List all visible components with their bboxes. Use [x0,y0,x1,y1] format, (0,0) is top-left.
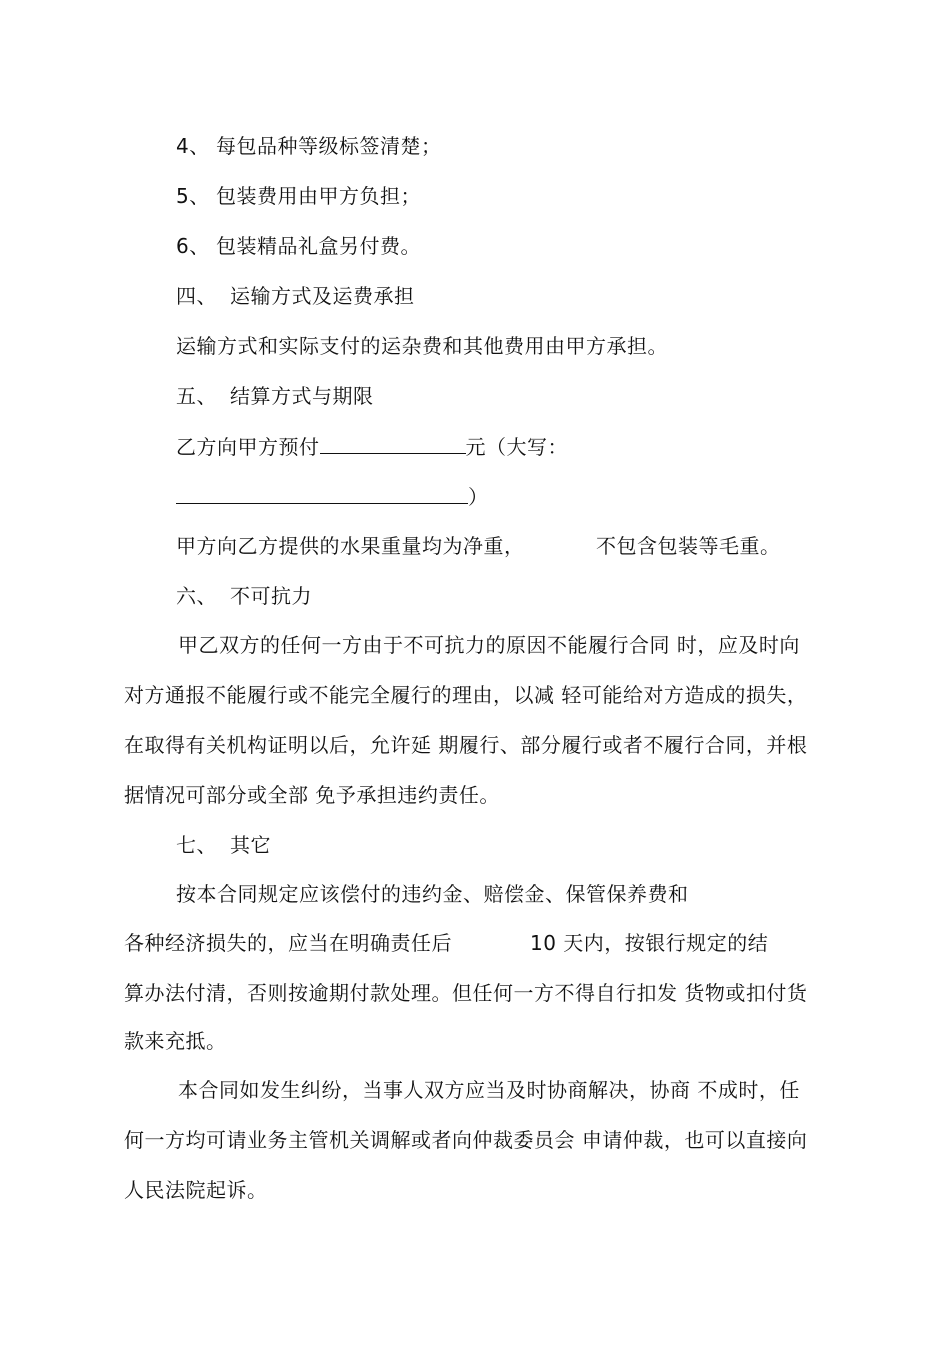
dispute-line-3: 人民法院起诉。 [124,1178,268,1202]
item-text: 包装精品礼盒另付费。 [216,234,421,258]
other-line-3: 算办法付清，否则按逾期付款处理。但任何一方不得自行扣发 货物或扣付货 [124,981,808,1005]
item-number: 5、 [176,184,210,208]
force-majeure-line-1: 甲乙双方的任何一方由于不可抗力的原因不能履行合同 时，应及时向 [178,633,800,657]
weight-part2: 不包含包装等毛重。 [596,534,781,558]
item-text: 包装费用由甲方负担； [216,184,421,208]
section-number: 六、 [176,584,217,608]
section-title: 其它 [230,833,271,857]
prepay-line [176,433,568,460]
list-item-5 [176,183,421,209]
section-title: 不可抗力 [230,584,312,608]
section-number: 四、 [176,284,217,308]
list-item-6 [176,233,421,259]
other-line-4: 款来充抵。 [124,1029,227,1053]
weight-line-part2 [596,533,781,559]
item-number: 4、 [176,134,210,158]
force-majeure-line-2: 对方通报不能履行或不能完全履行的理由，以减 轻可能给对方造成的损失， [124,683,808,707]
section-heading-six [176,583,312,609]
other-line-2b: 10 天内，按银行规定的结 [530,931,769,955]
dispute-line-1: 本合同如发生纠纷，当事人双方应当及时协商解决，协商 不成时，任 [178,1078,800,1102]
section-heading-seven [176,832,271,858]
item-text: 每包品种等级标签清楚； [216,134,442,158]
weight-line [176,533,525,559]
close-paren: ） [468,485,489,509]
prepay-suffix: 元（大写： [465,435,568,459]
force-majeure-line-4: 据情况可部分或全部 免予承担违约责任。 [124,783,500,807]
other-line-1: 按本合同规定应该偿付的违约金、赔偿金、保管保养费和 [176,882,689,906]
section-heading-four [176,283,415,309]
item-number: 6、 [176,234,210,258]
force-majeure-line-3: 在取得有关机构证明以后，允许延 期履行、部分履行或者不履行合同，并根 [124,733,808,757]
section-title: 运输方式及运费承担 [230,284,415,308]
prepay-uppercase-blank [176,483,468,504]
weight-part1: 甲方向乙方提供的水果重量均为净重， [176,534,525,558]
prepay-uppercase-line [176,483,489,510]
other-line-2a: 各种经济损失的，应当在明确责任后 [124,931,452,955]
section-title: 结算方式与期限 [230,384,374,408]
prepay-prefix: 乙方向甲方预付 [176,435,320,459]
section-number: 七、 [176,833,217,857]
dispute-line-2: 何一方均可请业务主管机关调解或者向仲裁委员会 申请仲裁，也可以直接向 [124,1128,808,1152]
list-item-4 [176,133,442,159]
section-number: 五、 [176,384,217,408]
prepay-amount-blank [320,433,466,454]
section-heading-five [176,383,374,409]
transport-paragraph: 运输方式和实际支付的运杂费和其他费用由甲方承担。 [176,334,668,358]
